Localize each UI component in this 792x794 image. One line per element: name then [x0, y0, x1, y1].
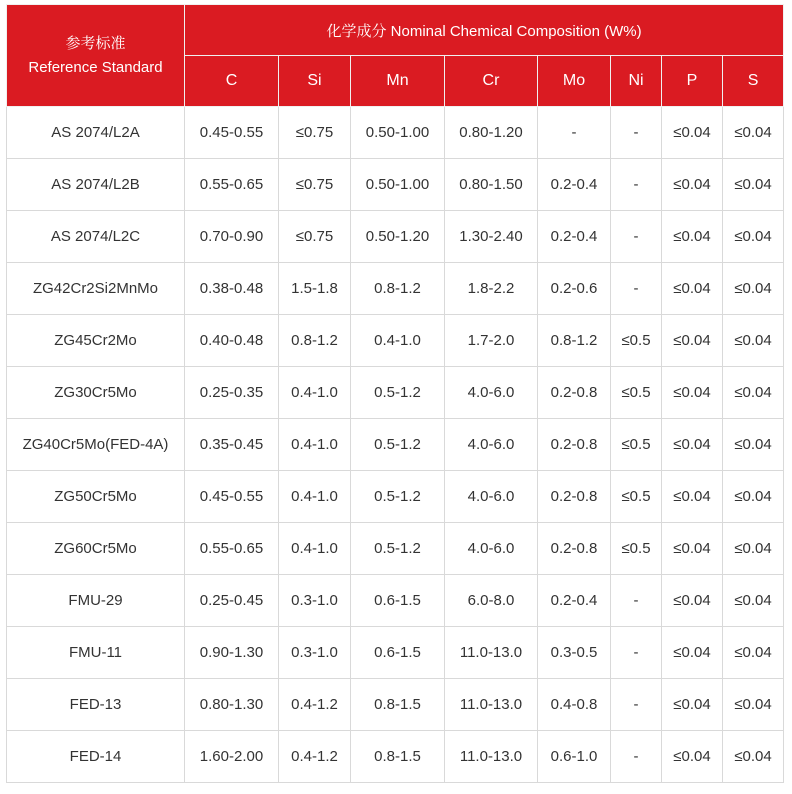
value-cell-c: 0.55-0.65	[185, 523, 279, 575]
value-cell-cr: 4.0-6.0	[445, 523, 538, 575]
table-row	[7, 679, 784, 731]
value-cell-mn: 0.8-1.5	[351, 679, 445, 731]
value-cell-ni: ≤0.5	[611, 367, 662, 419]
standard-cell: ZG30Cr5Mo	[7, 367, 185, 419]
value-cell-mn: 0.8-1.2	[351, 263, 445, 315]
value-cell-si: 0.4-1.0	[279, 419, 351, 471]
value-cell-mo: 0.8-1.2	[538, 315, 611, 367]
element-header-s: S	[723, 56, 784, 107]
value-cell-c: 0.45-0.55	[185, 107, 279, 159]
standard-cell: AS 2074/L2B	[7, 159, 185, 211]
value-cell-cr: 4.0-6.0	[445, 419, 538, 471]
value-cell-si: 0.4-1.0	[279, 523, 351, 575]
value-cell-p: ≤0.04	[662, 731, 723, 783]
value-cell-si: 0.8-1.2	[279, 315, 351, 367]
table-row	[7, 159, 784, 211]
value-cell-ni: -	[611, 627, 662, 679]
value-cell-s: ≤0.04	[723, 731, 784, 783]
value-cell-mo: 0.2-0.4	[538, 159, 611, 211]
value-cell-mn: 0.50-1.00	[351, 107, 445, 159]
value-cell-c: 1.60-2.00	[185, 731, 279, 783]
value-cell-si: ≤0.75	[279, 159, 351, 211]
value-cell-mn: 0.50-1.00	[351, 159, 445, 211]
element-header-p: P	[662, 56, 723, 107]
value-cell-c: 0.25-0.35	[185, 367, 279, 419]
table-row	[7, 263, 784, 315]
value-cell-mo: -	[538, 107, 611, 159]
element-header-ni: Ni	[611, 56, 662, 107]
value-cell-cr: 1.8-2.2	[445, 263, 538, 315]
value-cell-ni: ≤0.5	[611, 315, 662, 367]
value-cell-cr: 1.30-2.40	[445, 211, 538, 263]
table-row	[7, 471, 784, 523]
value-cell-ni: ≤0.5	[611, 523, 662, 575]
value-cell-p: ≤0.04	[662, 471, 723, 523]
standard-cell: FMU-29	[7, 575, 185, 627]
value-cell-mn: 0.8-1.5	[351, 731, 445, 783]
standard-cell: ZG42Cr2Si2MnMo	[7, 263, 185, 315]
standard-cell: ZG60Cr5Mo	[7, 523, 185, 575]
value-cell-s: ≤0.04	[723, 523, 784, 575]
value-cell-ni: -	[611, 107, 662, 159]
value-cell-s: ≤0.04	[723, 263, 784, 315]
value-cell-ni: -	[611, 679, 662, 731]
value-cell-cr: 11.0-13.0	[445, 679, 538, 731]
value-cell-ni: -	[611, 263, 662, 315]
value-cell-mo: 0.2-0.8	[538, 419, 611, 471]
value-cell-si: 1.5-1.8	[279, 263, 351, 315]
value-cell-s: ≤0.04	[723, 679, 784, 731]
value-cell-c: 0.90-1.30	[185, 627, 279, 679]
standard-cell: AS 2074/L2C	[7, 211, 185, 263]
reference-standard-header-en: Reference Standard	[28, 58, 163, 76]
value-cell-si: 0.4-1.2	[279, 731, 351, 783]
element-header-mo: Mo	[538, 56, 611, 107]
value-cell-c: 0.40-0.48	[185, 315, 279, 367]
value-cell-si: 0.4-1.0	[279, 367, 351, 419]
table-header	[7, 5, 784, 107]
value-cell-c: 0.25-0.45	[185, 575, 279, 627]
value-cell-mo: 0.4-0.8	[538, 679, 611, 731]
value-cell-mn: 0.5-1.2	[351, 471, 445, 523]
value-cell-si: 0.4-1.2	[279, 679, 351, 731]
value-cell-si: 0.3-1.0	[279, 575, 351, 627]
element-header-mn: Mn	[351, 56, 445, 107]
value-cell-mn: 0.6-1.5	[351, 627, 445, 679]
value-cell-p: ≤0.04	[662, 263, 723, 315]
value-cell-mn: 0.5-1.2	[351, 367, 445, 419]
value-cell-p: ≤0.04	[662, 315, 723, 367]
value-cell-p: ≤0.04	[662, 627, 723, 679]
value-cell-p: ≤0.04	[662, 419, 723, 471]
value-cell-ni: -	[611, 211, 662, 263]
value-cell-cr: 11.0-13.0	[445, 627, 538, 679]
value-cell-s: ≤0.04	[723, 367, 784, 419]
value-cell-si: 0.3-1.0	[279, 627, 351, 679]
standard-cell: AS 2074/L2A	[7, 107, 185, 159]
element-header-c: C	[185, 56, 279, 107]
standard-cell: FMU-11	[7, 627, 185, 679]
value-cell-p: ≤0.04	[662, 523, 723, 575]
value-cell-c: 0.80-1.30	[185, 679, 279, 731]
chemical-composition-table	[6, 4, 784, 783]
value-cell-p: ≤0.04	[662, 679, 723, 731]
value-cell-c: 0.70-0.90	[185, 211, 279, 263]
table-row	[7, 731, 784, 783]
reference-standard-header-cn: 参考标准	[65, 34, 126, 52]
value-cell-mo: 0.2-0.8	[538, 471, 611, 523]
value-cell-p: ≤0.04	[662, 211, 723, 263]
value-cell-c: 0.35-0.45	[185, 419, 279, 471]
standard-cell: FED-14	[7, 731, 185, 783]
value-cell-mo: 0.2-0.4	[538, 211, 611, 263]
value-cell-ni: ≤0.5	[611, 471, 662, 523]
value-cell-mn: 0.5-1.2	[351, 523, 445, 575]
value-cell-cr: 0.80-1.20	[445, 107, 538, 159]
table-row	[7, 523, 784, 575]
value-cell-cr: 0.80-1.50	[445, 159, 538, 211]
value-cell-cr: 4.0-6.0	[445, 471, 538, 523]
value-cell-mn: 0.50-1.20	[351, 211, 445, 263]
value-cell-cr: 6.0-8.0	[445, 575, 538, 627]
value-cell-s: ≤0.04	[723, 159, 784, 211]
value-cell-c: 0.45-0.55	[185, 471, 279, 523]
value-cell-c: 0.55-0.65	[185, 159, 279, 211]
value-cell-mo: 0.2-0.8	[538, 523, 611, 575]
table-body	[7, 107, 784, 783]
value-cell-mo: 0.2-0.8	[538, 367, 611, 419]
table-row	[7, 419, 784, 471]
value-cell-si: 0.4-1.0	[279, 471, 351, 523]
value-cell-ni: -	[611, 731, 662, 783]
value-cell-mo: 0.3-0.5	[538, 627, 611, 679]
value-cell-s: ≤0.04	[723, 419, 784, 471]
value-cell-p: ≤0.04	[662, 575, 723, 627]
value-cell-si: ≤0.75	[279, 211, 351, 263]
value-cell-p: ≤0.04	[662, 107, 723, 159]
value-cell-mo: 0.2-0.6	[538, 263, 611, 315]
standard-cell: ZG40Cr5Mo(FED-4A)	[7, 419, 185, 471]
value-cell-cr: 1.7-2.0	[445, 315, 538, 367]
element-header-si: Si	[279, 56, 351, 107]
value-cell-ni: -	[611, 159, 662, 211]
element-header-cr: Cr	[445, 56, 538, 107]
value-cell-s: ≤0.04	[723, 471, 784, 523]
table-row	[7, 367, 784, 419]
value-cell-s: ≤0.04	[723, 627, 784, 679]
table-row	[7, 575, 784, 627]
value-cell-p: ≤0.04	[662, 367, 723, 419]
value-cell-ni: ≤0.5	[611, 419, 662, 471]
value-cell-s: ≤0.04	[723, 107, 784, 159]
value-cell-c: 0.38-0.48	[185, 263, 279, 315]
table-row	[7, 107, 784, 159]
standard-cell: FED-13	[7, 679, 185, 731]
value-cell-ni: -	[611, 575, 662, 627]
value-cell-p: ≤0.04	[662, 159, 723, 211]
header-row-top	[7, 5, 784, 56]
standard-cell: ZG45Cr2Mo	[7, 315, 185, 367]
table-row	[7, 627, 784, 679]
value-cell-s: ≤0.04	[723, 575, 784, 627]
value-cell-mn: 0.6-1.5	[351, 575, 445, 627]
value-cell-cr: 4.0-6.0	[445, 367, 538, 419]
table-row	[7, 315, 784, 367]
value-cell-s: ≤0.04	[723, 211, 784, 263]
value-cell-mn: 0.5-1.2	[351, 419, 445, 471]
table-row	[7, 211, 784, 263]
value-cell-mo: 0.2-0.4	[538, 575, 611, 627]
reference-standard-header	[7, 5, 185, 107]
value-cell-mn: 0.4-1.0	[351, 315, 445, 367]
standard-cell: ZG50Cr5Mo	[7, 471, 185, 523]
value-cell-mo: 0.6-1.0	[538, 731, 611, 783]
composition-header: 化学成分 Nominal Chemical Composition (W%)	[185, 5, 784, 56]
value-cell-si: ≤0.75	[279, 107, 351, 159]
value-cell-s: ≤0.04	[723, 315, 784, 367]
value-cell-cr: 11.0-13.0	[445, 731, 538, 783]
